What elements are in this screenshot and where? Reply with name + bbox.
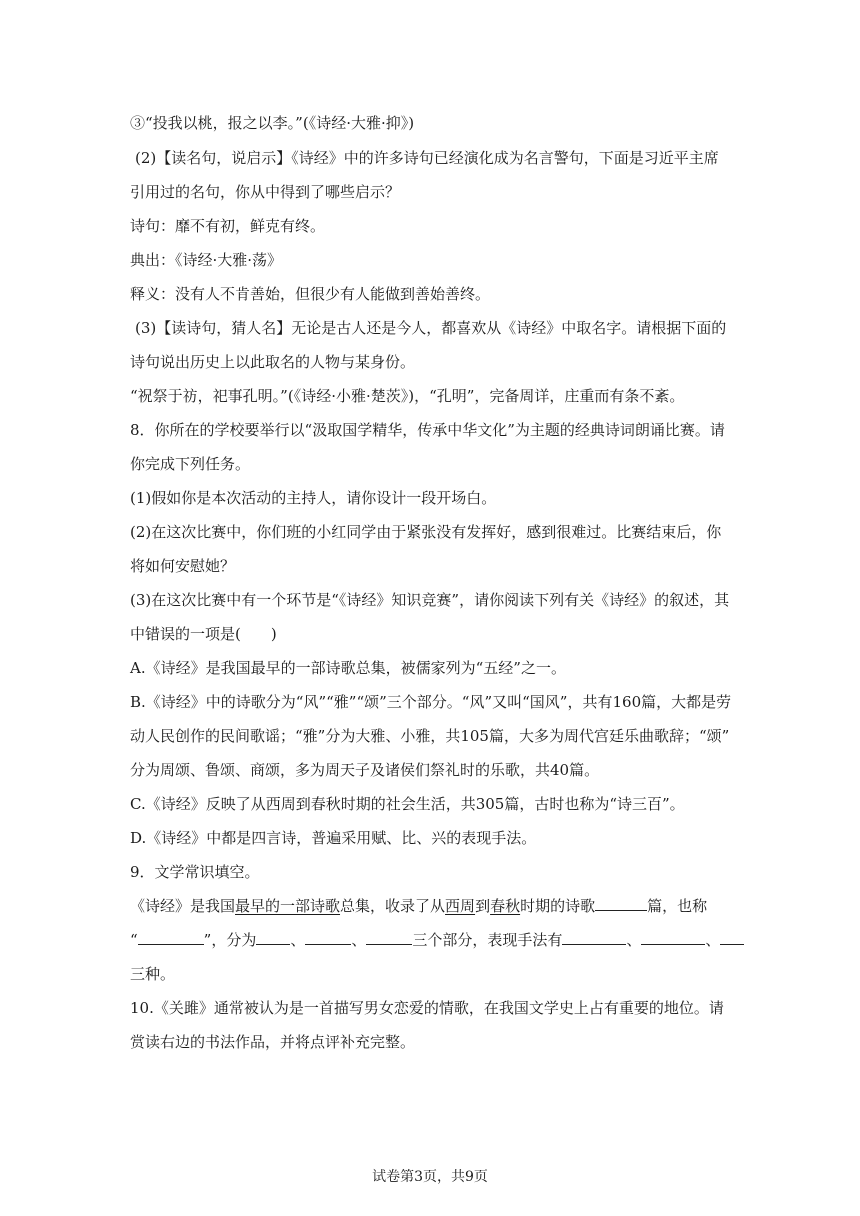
option-b: B.《诗经》中的诗歌分为“风”“雅”“颂”三个部分。“风”又叫“国风”，共有160篇，大都是劳 <box>130 693 732 711</box>
option-a: A.《诗经》是我国最早的一部诗歌总集，被儒家列为“五经”之一。 <box>130 659 566 677</box>
text-line: 典出：《诗经·大雅·荡》 <box>130 251 283 269</box>
text-line: 引用过的名句，你从中得到了哪些启示？ <box>130 183 401 201</box>
text-line: 你完成下列任务。 <box>130 455 251 473</box>
question-7-3-line: (3)【读诗句，猜人名】无论是古人还是今人，都喜欢从《诗经》中取名字。请根据下面的 <box>135 319 727 337</box>
answer-blank <box>138 930 204 945</box>
text-line: (1)假如你是本次活动的主持人，请你设计一段开场白。 <box>130 489 497 507</box>
text-line: 动人民创作的民间歌谣；“雅”分为大雅、小雅，共105篇，大多为周代宫廷乐曲歌辞；“颂” <box>130 727 730 745</box>
question-10-line: 10.《关雎》通常被认为是一首描写男女恋爱的情歌，在我国文学史上占有重要的地位。请 <box>130 999 724 1017</box>
question-8-line: 8．你所在的学校要举行以“汲取国学精华，传承中华文化”为主题的经典诗词朗诵比赛。请 <box>130 421 725 439</box>
answer-blank <box>562 930 626 945</box>
text-line: 诗句说出历史上以此取名的人物与某身份。 <box>130 353 416 371</box>
option-c: C.《诗经》反映了从西周到春秋时期的社会生活，共305篇，古时也称为“诗三百”。 <box>130 795 685 813</box>
fill-blank-line-2: “ ”，分为 、 、 三个部分，表现手法有 、 、 <box>130 930 744 950</box>
answer-blank <box>256 930 290 945</box>
text-line: 分为周颂、鲁颂、商颂，多为周天子及诸侯们祭礼时的乐歌，共40篇。 <box>130 761 600 779</box>
page-footer: 试卷第3页，共9页 <box>372 1169 488 1185</box>
text-line: ③“投我以桃，报之以李。”(《诗经·大雅·抑》) <box>130 114 415 132</box>
answer-blank <box>305 930 351 945</box>
question-9-line: 9．文学常识填空。 <box>130 863 260 881</box>
answer-blank <box>366 930 412 945</box>
question-7-2-line: (2)【读名句，说启示】《诗经》中的许多诗句已经演化成为名言警句，下面是习近平主席 <box>135 149 719 167</box>
text-line: “祝祭于祊，祀事孔明。”(《诗经·小雅·楚茨》)，“孔明”，完备周详，庄重而有条不紊。 <box>130 387 685 405</box>
text-line: (2)在这次比赛中，你们班的小红同学由于紧张没有发挥好，感到很难过。比赛结束后，你 <box>130 523 722 541</box>
answer-blank <box>595 896 647 911</box>
text-line: 释义：没有人不肯善始，但很少有人能做到善始善终。 <box>130 285 491 303</box>
answer-blank <box>641 930 705 945</box>
text-line: 三种。 <box>130 965 176 983</box>
text-line: 将如何安慰她？ <box>130 557 236 575</box>
text-line: (3)在这次比赛中有一个环节是“《诗经》知识竞赛”，请你阅读下列有关《诗经》的叙述，其 <box>130 591 730 609</box>
answer-blank <box>720 930 744 945</box>
text-line: 赏读右边的书法作品，并将点评补充完整。 <box>130 1033 416 1051</box>
fill-blank-line-1: 《诗经》是我国最早的一部诗歌总集，收录了从西周到春秋时期的诗歌 篇，也称 <box>130 897 708 915</box>
option-d: D.《诗经》中都是四言诗，普遍采用赋、比、兴的表现手法。 <box>130 829 537 847</box>
text-line: 诗句：靡不有初，鲜克有终。 <box>130 217 326 235</box>
text-line: 中错误的一项是( ) <box>130 625 277 643</box>
